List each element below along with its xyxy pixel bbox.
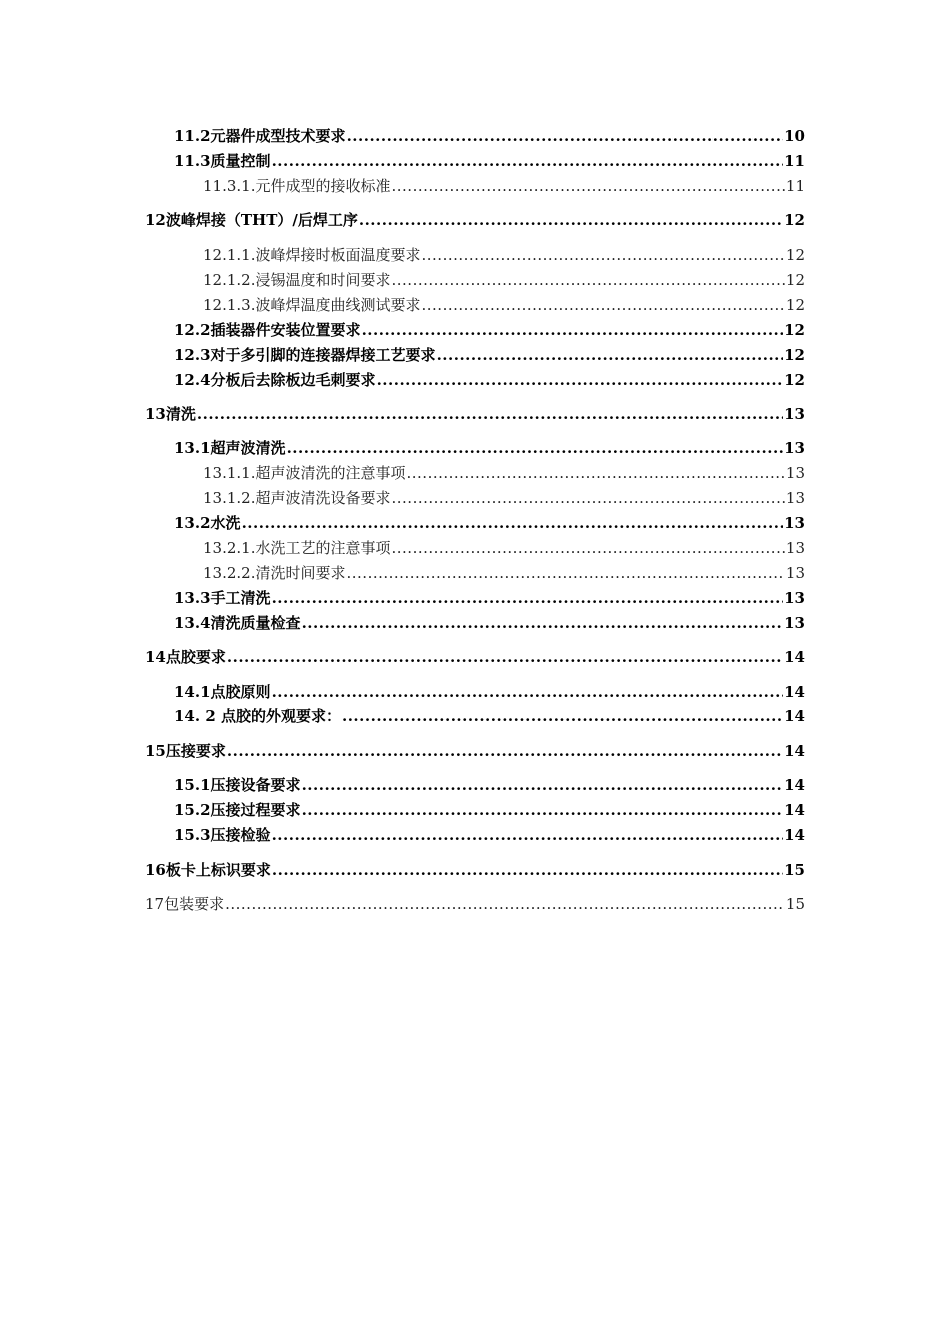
toc-leader [272,825,784,845]
toc-page-number: 12 [784,211,805,229]
toc-leader [392,176,785,196]
toc-entry[interactable] [174,126,805,146]
toc-title: 元器件成型技术要求 [210,127,346,145]
toc-page-number: 12 [785,296,805,314]
toc-entry[interactable] [174,370,805,390]
toc-page-number: 12 [784,371,805,389]
toc-title: 压接检验 [210,826,271,844]
toc-entry[interactable] [174,588,805,608]
toc-entry[interactable] [203,295,805,315]
toc-page-number: 13 [785,464,805,482]
toc-title: 清洗质量检查 [210,614,301,632]
toc-entry[interactable] [174,800,805,820]
toc-entry[interactable] [174,613,805,633]
toc-entry[interactable] [145,647,805,667]
toc-page-number: 14 [784,776,805,794]
toc-entry[interactable] [145,894,805,914]
toc-leader [407,463,785,483]
toc-number: 12.1.2. [203,271,256,289]
toc-leader [287,438,784,458]
toc-title: 水洗 [210,514,241,532]
toc-title: 清洗 [165,405,196,423]
toc-page-number: 13 [784,589,805,607]
toc-number: 13.3 [174,589,211,607]
toc-title: 压接过程要求 [210,801,301,819]
toc-number: 13.1.2. [203,489,256,507]
toc-number: 15.3 [174,826,211,844]
toc-page-number: 11 [784,152,805,170]
toc-number: 12.1.3. [203,296,256,314]
toc-title: 波峰焊接（THT）/后焊工序 [165,211,358,229]
toc-entry[interactable] [145,860,805,880]
toc-entry[interactable] [203,563,805,583]
toc-leader [272,588,784,608]
toc-page-number: 12 [785,246,805,264]
toc-number: 17 [145,895,165,913]
toc-entry[interactable] [174,706,805,726]
toc-number: 12 [145,211,166,229]
toc-title: 清洗时间要求 [255,564,346,582]
toc-page-number: 13 [785,489,805,507]
toc-title: 元件成型的接收标准 [255,177,391,195]
toc-leader [302,800,784,820]
toc-page-number: 14 [784,648,805,666]
toc-entry[interactable] [203,488,805,508]
toc-number: 15 [145,742,166,760]
toc-leader [242,513,784,533]
toc-title: 14. 2 点胶的外观要求： [174,707,341,725]
toc-entry[interactable] [174,825,805,845]
toc-number: 13.1 [174,439,211,457]
toc-entry[interactable] [203,463,805,483]
toc-page-number: 13 [784,514,805,532]
toc-title: 波峰焊温度曲线测试要求 [255,296,421,314]
toc-number: 13.2.1. [203,539,256,557]
toc-leader [377,370,784,390]
toc-title: 对于多引脚的连接器焊接工艺要求 [210,346,436,364]
toc-leader [392,538,785,558]
toc-number: 11.3.1. [203,177,256,195]
toc-number: 15.2 [174,801,211,819]
toc-leader [347,126,784,146]
toc-leader [227,647,783,667]
toc-title: 超声波清洗的注意事项 [255,464,406,482]
toc-leader [302,613,784,633]
toc-leader [347,563,785,583]
toc-number: 12.3 [174,346,211,364]
toc-title: 超声波清洗 [210,439,286,457]
toc-number: 14.1 [174,683,211,701]
toc-title: 板卡上标识要求 [165,861,271,879]
toc-title: 超声波清洗设备要求 [255,489,391,507]
toc-entry[interactable] [203,270,805,290]
toc-entry[interactable] [174,775,805,795]
toc-title: 压接设备要求 [210,776,301,794]
toc-title: 点胶原则 [210,683,271,701]
toc-number: 11.3 [174,152,211,170]
toc-title: 压接要求 [165,742,226,760]
toc-page-number: 10 [784,127,805,145]
toc-leader [362,320,784,340]
toc-title: 浸锡温度和时间要求 [255,271,391,289]
toc-leader [422,245,785,265]
toc-title: 插装器件安装位置要求 [210,321,361,339]
toc-entry[interactable] [174,513,805,533]
toc-page-number: 15 [785,895,805,913]
toc-page-number: 12 [784,346,805,364]
toc-leader [359,210,783,230]
toc-entry[interactable] [174,151,805,171]
toc-entry[interactable] [203,245,805,265]
toc-page-number: 14 [784,683,805,701]
toc-page-number: 13 [784,614,805,632]
toc-leader [272,860,783,880]
toc-leader [302,775,784,795]
toc-entry[interactable] [174,682,805,702]
toc-page-number: 13 [784,405,805,423]
toc-number: 13.2 [174,514,211,532]
toc-page-number: 14 [784,742,805,760]
toc-number: 12.2 [174,321,211,339]
toc-entry[interactable] [145,741,805,761]
toc-title: 包装要求 [164,895,225,913]
toc-number: 16 [145,861,166,879]
toc-number: 12.1.1. [203,246,256,264]
toc-title: 分板后去除板边毛刺要求 [210,371,376,389]
toc-number: 13.4 [174,614,211,632]
toc-entry[interactable] [145,404,805,424]
toc-entry[interactable] [174,320,805,340]
toc-leader [225,894,785,914]
toc-page-number: 11 [785,177,805,195]
toc-number: 15.1 [174,776,211,794]
toc-entry[interactable] [174,438,805,458]
toc-page-number: 13 [784,439,805,457]
toc-leader [422,295,785,315]
toc-entry[interactable] [145,210,805,230]
toc-leader [392,270,785,290]
toc-number: 13.1.1. [203,464,256,482]
toc-page-number: 13 [785,564,805,582]
toc-leader [272,151,784,171]
toc-page-number: 14 [784,801,805,819]
toc-entry[interactable] [203,538,805,558]
toc-title: 波峰焊接时板面温度要求 [255,246,421,264]
toc-title: 点胶要求 [165,648,226,666]
toc-leader [197,404,783,424]
toc-number: 12.4 [174,371,211,389]
toc-number: 11.2 [174,127,211,145]
toc-leader [342,706,783,726]
toc-page-number: 13 [785,539,805,557]
toc-page-number: 12 [784,321,805,339]
toc-entry[interactable] [174,345,805,365]
toc-entry[interactable] [203,176,805,196]
toc-leader [227,741,783,761]
toc-leader [437,345,784,365]
toc-title: 手工清洗 [210,589,271,607]
toc-number: 14 [145,648,166,666]
toc-page-number: 14 [784,826,805,844]
toc-number: 13 [145,405,166,423]
toc-number: 13.2.2. [203,564,256,582]
toc-page-number: 15 [784,861,805,879]
toc-page-number: 14 [784,707,805,725]
toc-title: 质量控制 [210,152,271,170]
toc-page-number: 12 [785,271,805,289]
toc-leader [272,682,784,702]
toc-title: 水洗工艺的注意事项 [255,539,391,557]
toc-leader [392,488,785,508]
